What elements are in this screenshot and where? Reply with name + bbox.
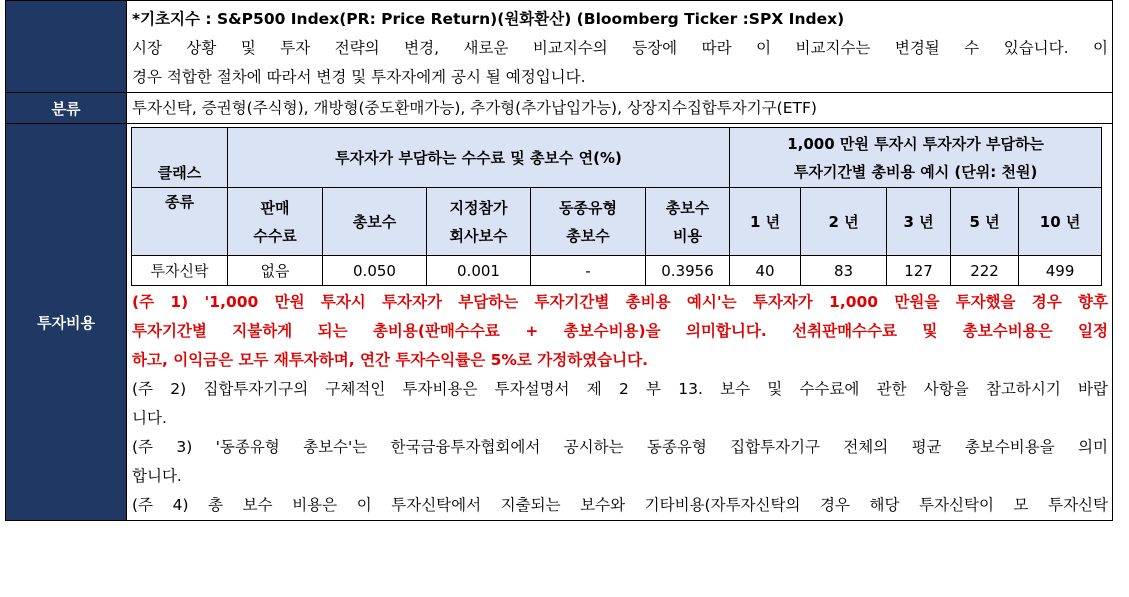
cost-group-header-line-1: 1,000 만원 투자시 투자자가 부담하는 (787, 134, 1044, 153)
col-year-1: 1 년 (730, 188, 801, 256)
col-year-2: 2 년 (801, 188, 887, 256)
cost-group-header-line-2: 투자기간별 총비용 예시 (단위: 천원) (793, 162, 1038, 181)
table-row (132, 256, 1102, 286)
cost-content (127, 124, 1113, 521)
col-year-10: 10 년 (1019, 188, 1102, 256)
note-4-line-1: (주 4) 총 보수 비용은 이 투자신탁에서 지출되는 보수와 기타비용(자투자신탁의 경우 해당 투자신탁이 모 투자신탁 (132, 496, 1108, 514)
col-year-5: 5 년 (951, 188, 1019, 256)
col-sales-fee-line-1: 판매 (260, 198, 290, 217)
col-designated (427, 188, 531, 256)
note-1-line-3: 하고, 이익금은 모두 재투자하며, 연간 투자수익률은 5%로 가정하였습니다. (132, 351, 648, 369)
class-header-2 (132, 188, 228, 256)
col-year-3: 3 년 (887, 188, 951, 256)
category-label: 분류 (6, 93, 127, 124)
col-designated-line-2: 회사보수 (449, 226, 508, 245)
note-1-line-2: 투자기간별 지불하게 되는 총비용(판매수수료 + 총보수비용)을 의미합니다. 선취판매수수료 및 총보수비용은 일정 (132, 322, 1108, 340)
fee-group-header: 투자자가 부담하는 수수료 및 총보수 연(%) (228, 128, 730, 188)
category-row (6, 93, 1113, 124)
benchmark-desc-line-1: 시장 상황 및 투자 전략의 변경, 새로운 비교지수의 등장에 따라 이 비교지수는 변경될 수 있습니다. 이 (132, 39, 1108, 57)
fund-summary-sheet (5, 0, 1112, 521)
note-2-line-1: (주 2) 집합투자기구의 구체적인 투자비용은 투자설명서 제 2 부 13. 보수 및 수수료에 관한 사항을 참고하시기 바랍 (132, 380, 1108, 398)
cell-class: 투자신탁 (132, 256, 228, 286)
note-3-line-1: (주 3) '동종유형 총보수'는 한국금융투자협회에서 공시하는 동종유형 집합투자기구 전체의 평균 총보수비용을 의미 (132, 438, 1108, 456)
cell-year-2: 83 (801, 256, 887, 286)
cell-year-10: 499 (1019, 256, 1102, 286)
cell-total-ratio: 0.3956 (646, 256, 730, 286)
col-total-ratio-line-2: 비용 (673, 226, 703, 245)
col-designated-line-1: 지정참가 (449, 198, 508, 217)
benchmark-desc-line-2: 경우 적합한 절차에 따라서 변경 및 투자자에게 공시 될 예정입니다. (132, 68, 586, 86)
benchmark-row (6, 1, 1113, 93)
cell-designated: 0.001 (427, 256, 531, 286)
col-peer-line-2: 총보수 (566, 226, 610, 245)
cell-year-1: 40 (730, 256, 801, 286)
cost-label: 투자비용 (6, 124, 127, 521)
benchmark-content (127, 1, 1113, 93)
cell-sales-fee: 없음 (228, 256, 323, 286)
cell-total-fee: 0.050 (323, 256, 427, 286)
summary-table (5, 0, 1113, 521)
cost-row (6, 124, 1113, 521)
benchmark-index-line: *기초지수 : S&P500 Index(PR: Price Return)(원화환산) (Bloomberg Ticker :SPX Index) (132, 10, 845, 28)
class-header-line-2: 종류 (165, 193, 194, 211)
col-sales-fee-line-2: 수수료 (253, 226, 297, 245)
benchmark-label-cell (6, 1, 127, 93)
cost-notes (127, 286, 1112, 520)
col-total-ratio (646, 188, 730, 256)
cell-peer: - (531, 256, 646, 286)
note-3-line-2: 합니다. (132, 467, 182, 485)
col-total-ratio-line-1: 총보수 (665, 198, 710, 217)
cost-table (131, 127, 1102, 286)
class-header (132, 128, 228, 188)
col-peer (531, 188, 646, 256)
class-header-line-1: 클래스 (157, 164, 202, 182)
cell-year-5: 222 (951, 256, 1019, 286)
col-sales-fee (228, 188, 323, 256)
category-content (127, 93, 1113, 124)
note-2-line-2: 니다. (132, 409, 167, 427)
col-peer-line-1: 동종유형 (559, 198, 617, 217)
cost-group-header (730, 128, 1102, 188)
cell-year-3: 127 (887, 256, 951, 286)
col-total-fee: 총보수 (323, 188, 427, 256)
note-1-line-1: (주 1) '1,000 만원 투자시 투자자가 부담하는 투자기간별 총비용 예시'는 투자자가 1,000 만원을 투자했을 경우 향후 (132, 293, 1108, 311)
category-value: 투자신탁, 증권형(주식형), 개방형(중도환매가능), 추가형(추가납입가능), 상장지수집합투자기구(ETF) (132, 99, 817, 117)
